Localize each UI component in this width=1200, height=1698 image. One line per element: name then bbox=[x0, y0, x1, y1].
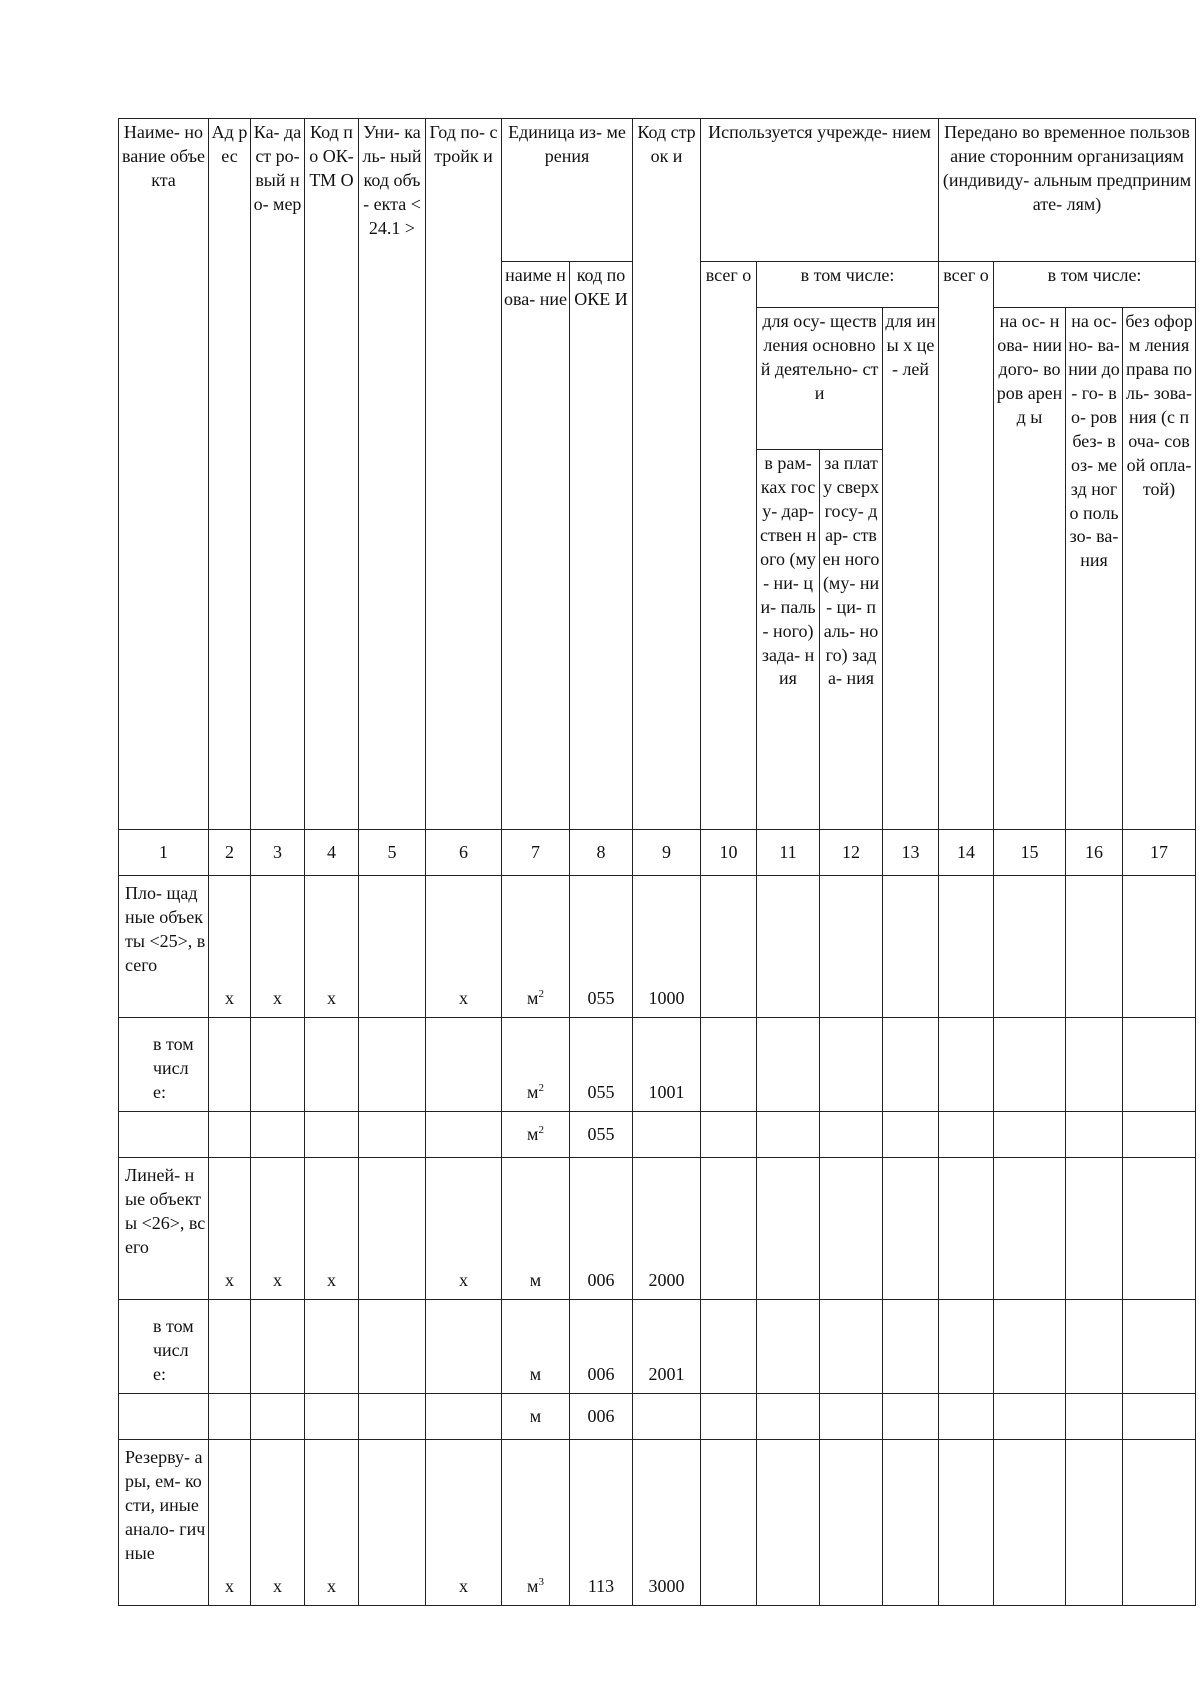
unit-text: м bbox=[529, 1270, 542, 1291]
header-oktmo: Код по ОК- ТМ О bbox=[305, 119, 359, 830]
address-cell bbox=[209, 1112, 251, 1158]
okei-cell: 055 bbox=[570, 876, 633, 1018]
header-no-docs: без оформ ления права поль- зова- ния (с почa- совой опла- той) bbox=[1123, 308, 1196, 830]
empty-cell bbox=[701, 1112, 757, 1158]
empty-cell bbox=[1123, 1440, 1196, 1606]
empty-cell bbox=[757, 1112, 820, 1158]
address-cell: х bbox=[209, 1440, 251, 1606]
col-number: 11 bbox=[757, 830, 820, 876]
col-number: 13 bbox=[883, 830, 939, 876]
col-number: 15 bbox=[994, 830, 1066, 876]
empty-cell bbox=[939, 1112, 994, 1158]
empty-cell bbox=[820, 1300, 883, 1394]
empty-cell bbox=[757, 876, 820, 1018]
code-cell: 2000 bbox=[633, 1158, 701, 1300]
oktmo-cell bbox=[305, 1018, 359, 1112]
header-cadastral: Ка- даст ро- вый но- мер bbox=[251, 119, 305, 830]
empty-cell bbox=[1123, 1018, 1196, 1112]
empty-cell bbox=[757, 1018, 820, 1112]
header-lease: на ос- нова- нии дого- воров аренд ы bbox=[994, 308, 1066, 830]
table-row bbox=[119, 1158, 1196, 1300]
col-number: 6 bbox=[426, 830, 502, 876]
table-row bbox=[119, 1018, 1196, 1112]
unique-code-cell bbox=[359, 1394, 426, 1440]
unit-text: м bbox=[527, 988, 539, 1009]
header-tr-incl: в том числе: bbox=[994, 262, 1196, 308]
empty-cell bbox=[820, 1158, 883, 1300]
row-name-cell bbox=[119, 1394, 209, 1440]
row-name-cell: Резерву- ары, ем- кости, иные анало- гичные bbox=[119, 1440, 209, 1606]
col-number: 3 bbox=[251, 830, 305, 876]
unit-text: м bbox=[527, 1576, 539, 1597]
unit-exponent: 3 bbox=[538, 1576, 544, 1589]
cadastral-cell bbox=[251, 1394, 305, 1440]
col-number: 1 bbox=[119, 830, 209, 876]
empty-cell bbox=[1066, 1158, 1123, 1300]
okei-cell: 006 bbox=[570, 1158, 633, 1300]
row-name-cell: Пло- щадные объекты <25>, всего bbox=[119, 876, 209, 1018]
empty-cell bbox=[701, 1018, 757, 1112]
address-cell: х bbox=[209, 876, 251, 1018]
okei-cell: 006 bbox=[570, 1300, 633, 1394]
address-cell bbox=[209, 1394, 251, 1440]
empty-cell bbox=[939, 1018, 994, 1112]
unit-cell bbox=[502, 1300, 570, 1394]
empty-cell bbox=[701, 1158, 757, 1300]
okei-cell: 055 bbox=[570, 1112, 633, 1158]
year-cell: х bbox=[426, 876, 502, 1018]
okei-cell: 113 bbox=[570, 1440, 633, 1606]
empty-cell bbox=[1066, 1300, 1123, 1394]
empty-cell bbox=[994, 1018, 1066, 1112]
header-unit-name: наиме нова- ние bbox=[502, 262, 570, 830]
empty-cell bbox=[939, 876, 994, 1018]
unit-exponent: 2 bbox=[538, 1082, 544, 1095]
col-number: 5 bbox=[359, 830, 426, 876]
empty-cell bbox=[883, 876, 939, 1018]
cadastral-cell bbox=[251, 1112, 305, 1158]
oktmo-cell: х bbox=[305, 1440, 359, 1606]
empty-cell bbox=[994, 1440, 1066, 1606]
row-name-cell: Линей- ные объекты <26>, всего bbox=[119, 1158, 209, 1300]
empty-cell bbox=[757, 1158, 820, 1300]
col-number: 16 bbox=[1066, 830, 1123, 876]
empty-cell bbox=[1066, 1394, 1123, 1440]
empty-cell bbox=[994, 1158, 1066, 1300]
empty-cell bbox=[701, 1394, 757, 1440]
empty-cell bbox=[994, 1112, 1066, 1158]
unit-text: м bbox=[527, 1082, 539, 1103]
row-name-cell: в том числ е: bbox=[119, 1018, 209, 1112]
empty-cell bbox=[820, 876, 883, 1018]
table-row bbox=[119, 1112, 1196, 1158]
code-cell: 1000 bbox=[633, 876, 701, 1018]
empty-cell bbox=[701, 876, 757, 1018]
year-cell bbox=[426, 1018, 502, 1112]
empty-cell bbox=[1123, 1300, 1196, 1394]
empty-cell bbox=[701, 1440, 757, 1606]
code-cell: 2001 bbox=[633, 1300, 701, 1394]
empty-cell bbox=[883, 1018, 939, 1112]
empty-cell bbox=[820, 1440, 883, 1606]
property-table bbox=[118, 118, 1196, 1606]
col-number: 7 bbox=[502, 830, 570, 876]
unit-cell bbox=[502, 1018, 570, 1112]
empty-cell bbox=[701, 1300, 757, 1394]
unit-cell bbox=[502, 1112, 570, 1158]
header-over-task: за плат у сверх госу- дар- ствен ного (му- ни- ци- паль- ного) зада- ния bbox=[820, 450, 883, 830]
empty-cell bbox=[939, 1300, 994, 1394]
empty-cell bbox=[939, 1158, 994, 1300]
empty-cell bbox=[939, 1440, 994, 1606]
empty-cell bbox=[994, 1300, 1066, 1394]
col-number: 2 bbox=[209, 830, 251, 876]
okei-cell: 006 bbox=[570, 1394, 633, 1440]
unique-code-cell bbox=[359, 1112, 426, 1158]
empty-cell bbox=[1123, 1394, 1196, 1440]
table-header bbox=[119, 119, 1196, 876]
empty-cell bbox=[1066, 1440, 1123, 1606]
unit-text: м bbox=[529, 1405, 542, 1426]
empty-cell bbox=[883, 1440, 939, 1606]
header-unit-code: код по ОКЕ И bbox=[570, 262, 633, 830]
col-number: 17 bbox=[1123, 830, 1196, 876]
code-cell: 1001 bbox=[633, 1018, 701, 1112]
empty-cell bbox=[1123, 876, 1196, 1018]
header-tr-total: всег о bbox=[939, 262, 994, 830]
empty-cell bbox=[1066, 876, 1123, 1018]
col-number: 10 bbox=[701, 830, 757, 876]
empty-cell bbox=[939, 1394, 994, 1440]
header-main-activity: для осу- ществления основной деятельно- сти bbox=[757, 308, 883, 450]
empty-cell bbox=[994, 1394, 1066, 1440]
oktmo-cell bbox=[305, 1300, 359, 1394]
unit-cell bbox=[502, 1394, 570, 1440]
unique-code-cell bbox=[359, 1158, 426, 1300]
empty-cell bbox=[757, 1394, 820, 1440]
address-cell: х bbox=[209, 1158, 251, 1300]
col-number: 8 bbox=[570, 830, 633, 876]
unique-code-cell bbox=[359, 1440, 426, 1606]
code-cell bbox=[633, 1394, 701, 1440]
col-number: 14 bbox=[939, 830, 994, 876]
col-number: 9 bbox=[633, 830, 701, 876]
header-transferred: Передано во временное пользование сторонним организациям (индивиду- альным предпринимате- лям) bbox=[939, 119, 1196, 262]
col-number: 4 bbox=[305, 830, 359, 876]
header-used: Используется учрежде- нием bbox=[701, 119, 939, 262]
oktmo-cell: х bbox=[305, 876, 359, 1018]
empty-cell bbox=[820, 1394, 883, 1440]
empty-cell bbox=[757, 1440, 820, 1606]
row-name-cell: в том числ е: bbox=[119, 1300, 209, 1394]
empty-cell bbox=[1123, 1112, 1196, 1158]
table-row bbox=[119, 1440, 1196, 1606]
empty-cell bbox=[883, 1394, 939, 1440]
unit-text: м bbox=[529, 1364, 542, 1385]
empty-cell bbox=[757, 1300, 820, 1394]
col-number: 12 bbox=[820, 830, 883, 876]
unique-code-cell bbox=[359, 876, 426, 1018]
table-body bbox=[119, 876, 1196, 1606]
code-cell: 3000 bbox=[633, 1440, 701, 1606]
header-row-code: Код строк и bbox=[633, 119, 701, 830]
header-unique-code: Уни- каль- ный код объ- екта <24.1 > bbox=[359, 119, 426, 830]
empty-cell bbox=[1066, 1112, 1123, 1158]
header-used-total: всег о bbox=[701, 262, 757, 830]
unit-exponent: 2 bbox=[538, 988, 544, 1001]
header-state-task: в рам- ках госу- дар- ствен ного (му- ни- ци- паль- ного) зада- ния bbox=[757, 450, 820, 830]
table-row bbox=[119, 876, 1196, 1018]
empty-cell bbox=[1123, 1158, 1196, 1300]
cadastral-cell: х bbox=[251, 1440, 305, 1606]
address-cell bbox=[209, 1300, 251, 1394]
unit-cell bbox=[502, 1440, 570, 1606]
header-other: для ины х це- лей bbox=[883, 308, 939, 830]
empty-cell bbox=[883, 1300, 939, 1394]
table-row bbox=[119, 1300, 1196, 1394]
unique-code-cell bbox=[359, 1300, 426, 1394]
oktmo-cell: х bbox=[305, 1158, 359, 1300]
cadastral-cell bbox=[251, 1300, 305, 1394]
year-cell bbox=[426, 1394, 502, 1440]
oktmo-cell bbox=[305, 1394, 359, 1440]
unit-text: м bbox=[527, 1123, 539, 1144]
code-cell bbox=[633, 1112, 701, 1158]
empty-cell bbox=[883, 1158, 939, 1300]
cadastral-cell bbox=[251, 1018, 305, 1112]
cadastral-cell: х bbox=[251, 876, 305, 1018]
header-name: Наиме- нование объекта bbox=[119, 119, 209, 830]
empty-cell bbox=[820, 1112, 883, 1158]
unit-exponent: 2 bbox=[538, 1123, 544, 1136]
address-cell bbox=[209, 1018, 251, 1112]
okei-cell: 055 bbox=[570, 1018, 633, 1112]
header-year: Год по- стройк и bbox=[426, 119, 502, 830]
oktmo-cell bbox=[305, 1112, 359, 1158]
year-cell: х bbox=[426, 1440, 502, 1606]
header-unit: Единица из- мерения bbox=[502, 119, 633, 262]
year-cell: х bbox=[426, 1158, 502, 1300]
table-row bbox=[119, 1394, 1196, 1440]
empty-cell bbox=[994, 876, 1066, 1018]
row-name-cell bbox=[119, 1112, 209, 1158]
unit-cell bbox=[502, 1158, 570, 1300]
empty-cell bbox=[820, 1018, 883, 1112]
header-used-incl: в том числе: bbox=[757, 262, 939, 308]
header-address: Ад рес bbox=[209, 119, 251, 830]
unit-cell bbox=[502, 876, 570, 1018]
unique-code-cell bbox=[359, 1018, 426, 1112]
year-cell bbox=[426, 1300, 502, 1394]
cadastral-cell: х bbox=[251, 1158, 305, 1300]
header-free-use: на ос- но- ва- нии до- го- во- ров без- воз- мезд ного поль зо- ва- ния bbox=[1066, 308, 1123, 830]
year-cell bbox=[426, 1112, 502, 1158]
empty-cell bbox=[1066, 1018, 1123, 1112]
empty-cell bbox=[883, 1112, 939, 1158]
